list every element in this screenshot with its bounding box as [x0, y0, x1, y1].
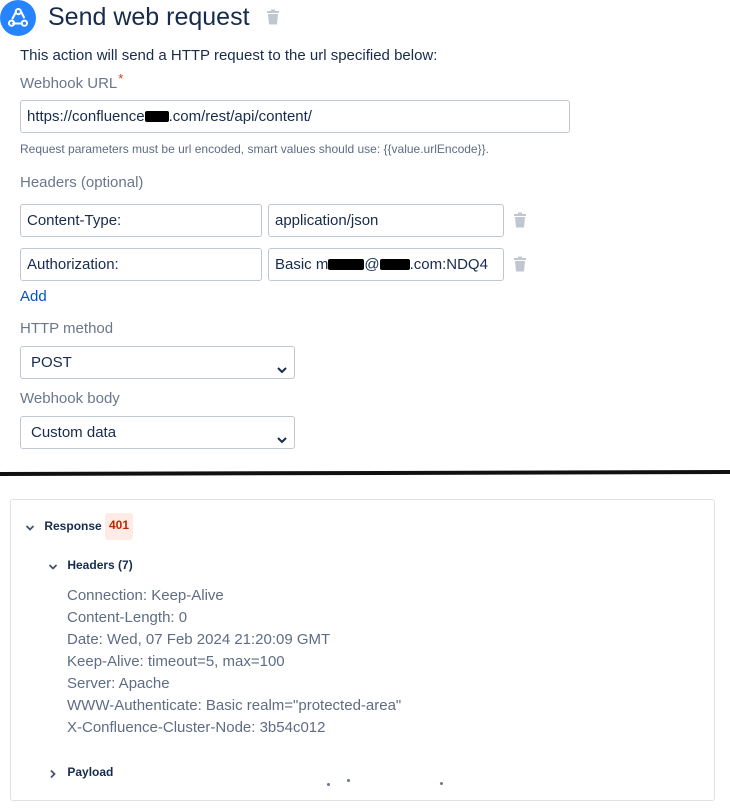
response-header-line: WWW-Authenticate: Basic realm="protected-area": [67, 697, 402, 714]
header-key-input[interactable]: Content-Type:: [20, 204, 262, 237]
webhook-url-helper: Request parameters must be url encoded, smart values should use: {{value.urlEncode}}.: [20, 142, 489, 156]
response-header-line: Keep-Alive: timeout=5, max=100: [67, 653, 285, 670]
add-header-link[interactable]: Add: [20, 288, 47, 305]
loading-dot: [440, 782, 443, 785]
webhook-body-label: Webhook body: [20, 390, 120, 407]
required-marker: *: [118, 71, 124, 86]
action-header: [0, 0, 730, 36]
response-header-line: Content-Length: 0: [67, 609, 188, 626]
trash-icon[interactable]: [513, 256, 527, 272]
webhook-url-input[interactable]: https://confluence .com/rest/api/content/: [20, 100, 570, 133]
response-header-line: Connection: Keep-Alive: [67, 587, 224, 604]
payload-label: Payload: [67, 765, 114, 779]
webhook-url-label: Webhook URL*: [20, 71, 124, 92]
chevron-right-icon: [48, 768, 58, 778]
response-header-list: [67, 585, 401, 739]
status-badge: 401: [105, 513, 133, 540]
trash-icon[interactable]: [513, 212, 527, 228]
trash-icon[interactable]: [266, 9, 280, 25]
response-label: Response: [44, 519, 102, 533]
headers-toggle[interactable]: [48, 558, 133, 572]
response-header-line: Date: Wed, 07 Feb 2024 21:20:09 GMT: [67, 631, 331, 648]
chevron-down-icon: [25, 522, 35, 532]
section-divider: [0, 470, 730, 476]
action-description: This action will send a HTTP request to the url specified below:: [20, 47, 438, 64]
payload-toggle[interactable]: [48, 765, 113, 779]
header-value-input[interactable]: application/json: [268, 204, 504, 237]
response-header-line: Server: Apache: [67, 675, 170, 692]
http-method-label: HTTP method: [20, 320, 114, 337]
response-header-line: X-Confluence-Cluster-Node: 3b54c012: [67, 719, 326, 736]
webhook-icon: [0, 0, 36, 36]
page-title: Send web request: [48, 3, 250, 31]
redacted-block: [328, 259, 364, 270]
chevron-down-icon: [276, 356, 288, 368]
redacted-block: [380, 259, 410, 270]
header-value-input[interactable]: Basic m @ .com:NDQ4: [268, 248, 504, 281]
response-toggle[interactable]: [25, 519, 102, 533]
headers-count-label: Headers (7): [67, 558, 133, 572]
redacted-block: [145, 111, 169, 122]
loading-dot: [347, 779, 350, 782]
chevron-down-icon: [276, 426, 288, 438]
chevron-down-icon: [48, 561, 58, 571]
webhook-body-select[interactable]: Custom data: [20, 416, 295, 449]
header-key-input[interactable]: Authorization:: [20, 248, 262, 281]
loading-dot: [327, 783, 330, 786]
http-method-select[interactable]: POST: [20, 346, 295, 379]
headers-label: Headers (optional): [20, 174, 144, 191]
